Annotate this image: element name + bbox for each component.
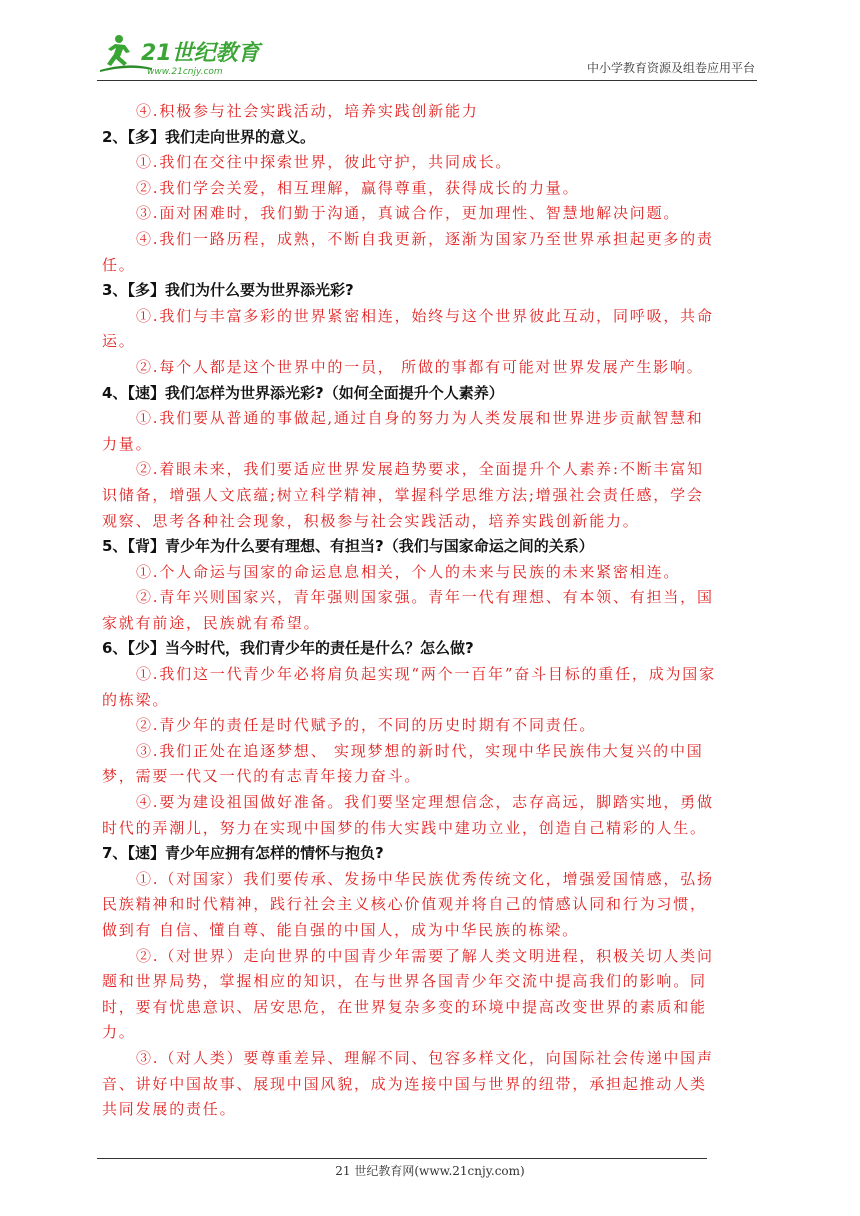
answer-line: ①.我们在交往中探索世界，彼此守护，共同成长。: [136, 153, 513, 172]
question-text: 【多】我们走向世界的意义。: [120, 127, 316, 146]
question-text: 【少】当今时代，我们青少年的责任是什么？怎么做?: [120, 639, 474, 658]
question-text: 【速】我们怎样为世界添光彩?（如何全面提升个人素养）: [120, 383, 504, 402]
site-logo: [97, 30, 267, 76]
platform-name: 中小学教育资源及组卷应用平台: [586, 61, 755, 75]
answer-line: 题和世界局势，掌握相应的知识，在与世界各国青少年交流中提高我们的影响。同: [102, 972, 707, 991]
answer-line: 共同发展的责任。: [102, 1100, 237, 1119]
answer-line: 做到有 自信、懂自尊、能自强的中国人，成为中华民族的栋梁。: [102, 921, 579, 939]
answer-line: ②.着眼未来，我们要适应世界发展趋势要求，全面提升个人素养:不断丰富知: [136, 460, 704, 479]
answer-line: ①.（对国家）我们要传承、发扬中华民族优秀传统文化，增强爱国情感，弘扬: [136, 869, 714, 888]
answer-line: 时，要有忧患意识、居安思危，在世界复杂多变的环境中提高改变世界的素质和能: [102, 997, 707, 1016]
answer-line: ②.每个人都是这个世界中的一员， 所做的事都有可能对世界发展产生影响。: [136, 357, 704, 376]
question-heading: [102, 841, 762, 867]
question-text: 【速】青少年应拥有怎样的情怀与抱负?: [120, 844, 384, 863]
question-heading: [102, 125, 762, 151]
answer-line: 任。: [102, 255, 136, 274]
answer-line: 运。: [102, 332, 136, 351]
question-number: 6、: [102, 639, 128, 658]
page-footer: 21 世纪教育网(www.21cnjy.com): [335, 1164, 525, 1178]
question-heading: [102, 278, 762, 304]
page-header: [97, 30, 757, 81]
answer-line: ③.面对困难时，我们勤于沟通，真诚合作，更加理性、智慧地解决问题。: [136, 204, 681, 223]
answer-line: ③.（对人类）要尊重差异、理解不同、包容多样文化，向国际社会传递中国声: [136, 1048, 714, 1067]
answer-line: ①.我们要从普通的事做起,通过自身的努力为人类发展和世界进步贡献智慧和: [136, 409, 704, 428]
answer-line: ②.青年兴则国家兴，青年强则国家强。青年一代有理想、有本领、有担当，国: [136, 588, 714, 607]
answer-line: 家就有前途，民族就有希望。: [102, 613, 321, 632]
answer-line: 力量。: [102, 434, 153, 453]
footer-divider: [97, 1158, 707, 1159]
answer-line: ①.个人命运与国家的命运息息相关，个人的未来与民族的未来紧密相连。: [136, 562, 681, 581]
answer-line: 观察、思考各种社会现象，积极参与社会实践活动，培养实践创新能力。: [102, 511, 640, 530]
document-body: [102, 99, 762, 1123]
question-heading: [102, 534, 762, 560]
answer-line: ①.我们与丰富多彩的世界紧密相连，始终与这个世界彼此互动，同呼吸，共命: [136, 306, 714, 325]
answer-line: ②.我们学会关爱，相互理解，赢得尊重，获得成长的力量。: [136, 178, 580, 197]
answer-line: ②.青少年的责任是时代赋予的，不同的历史时期有不同责任。: [136, 716, 597, 735]
question-number: 2、: [102, 127, 128, 146]
question-text: 【背】青少年为什么要有理想、有担当?（我们与国家命运之间的关系）: [120, 537, 594, 556]
answer-line: 力。: [102, 1023, 136, 1042]
answer-line: 音、讲好中国故事、展现中国风貌，成为连接中国与世界的纽带，承担起推动人类: [102, 1074, 707, 1093]
question-number: 3、: [102, 281, 128, 300]
logo-url-text: www.21cnjy.com: [147, 67, 223, 76]
answer-line: ④.积极参与社会实践活动，培养实践创新能力: [136, 102, 479, 120]
answer-line: ④.我们一路历程，成熟，不断自我更新，逐渐为国家乃至世界承担起更多的责: [136, 229, 714, 248]
logo-main-text: 21世纪教育: [141, 41, 260, 66]
question-heading: [102, 381, 762, 407]
question-number: 4、: [102, 383, 128, 402]
answer-line: 民族精神和时代精神，践行社会主义核心价值观并将自己的情感认同和行为习惯，: [102, 895, 707, 914]
answer-line: ①.我们这一代青少年必将肩负起实现“两个一百年”奋斗目标的重任，成为国家: [136, 665, 716, 684]
answer-line: ②.（对世界）走向世界的中国青少年需要了解人类文明进程，积极关切人类问: [136, 946, 714, 965]
question-number: 5、: [102, 537, 128, 556]
answer-line: ④.要为建设祖国做好准备。我们要坚定理想信念，志存高远，脚踏实地，勇做: [136, 793, 714, 812]
answer-line: ③.我们正处在追逐梦想、 实现梦想的新时代，实现中华民族伟大复兴的中国: [136, 741, 704, 760]
answer-line: 的栋梁。: [102, 690, 170, 709]
question-heading: [102, 636, 762, 662]
answer-line: 梦，需要一代又一代的有志青年接力奋斗。: [102, 767, 422, 786]
question-number: 7、: [102, 844, 128, 863]
question-text: 【多】我们为什么要为世界添光彩?: [120, 281, 354, 300]
answer-line: 时代的弄潮儿，努力在实现中国梦的伟大实践中建功立业，创造自己精彩的人生。: [102, 818, 707, 837]
answer-line: 识储备，增强人文底蕴;树立科学精神，掌握科学思维方法;增强社会责任感，学会: [102, 485, 704, 504]
